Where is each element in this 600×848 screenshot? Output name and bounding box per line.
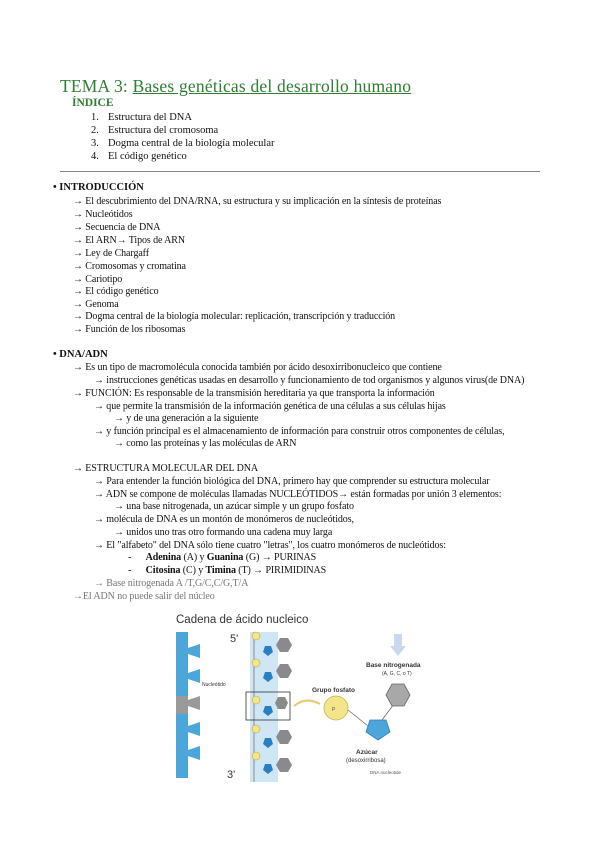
intro-item: → Nucleótidos: [73, 209, 133, 220]
intro-item: → Cariotipo: [73, 274, 123, 285]
title-prefix: TEMA 3:: [60, 76, 133, 96]
nucleotide-highlight: [176, 696, 188, 714]
nucleic-acid-diagram: [170, 608, 440, 793]
pirimidinas-line: - Citosina (C) y Timina (T) → PIRIMIDINAS: [128, 565, 327, 576]
three-prime-label: 3': [227, 769, 236, 781]
intro-item: → Cromosomas y cromatina: [73, 261, 186, 272]
intro-item: → Ley de Chargaff: [73, 248, 149, 259]
nucleotide-label: Nucleótido: [202, 682, 226, 688]
intro-heading: • INTRODUCCIÓN: [53, 182, 144, 193]
adn-line: → como las proteínas y las moléculas de ARN: [114, 438, 297, 449]
adn-line: → Para entender la función biológica del DNA, primero hay que comprender su estructura molecular: [94, 476, 490, 487]
base-tab: [188, 722, 200, 736]
intro-item: → Secuencia de DNA: [73, 222, 161, 233]
index-item: 3.: [91, 138, 99, 149]
divider: [60, 171, 540, 172]
index-item-text: Estructura del DNA: [108, 112, 192, 123]
adn-line: → y de una generación a la siguiente: [114, 413, 259, 424]
down-arrow-icon: [394, 634, 402, 646]
index-item: 4.: [91, 151, 99, 162]
index-item: 1.: [91, 112, 99, 123]
adn-line: → molécula de DNA es un montón de monómeros de nucleótidos,: [94, 514, 354, 525]
five-prime-label: 5': [230, 633, 239, 645]
base-tab: [188, 644, 200, 658]
base-shape: [276, 730, 292, 744]
base-tab: [188, 746, 200, 760]
phosphate-dot: [252, 752, 260, 760]
adn-line: → ESTRUCTURA MOLECULAR DEL DNA: [73, 463, 258, 474]
phosphate-dot: [252, 632, 260, 640]
svg-text:P: P: [332, 707, 336, 713]
bond-line: [348, 710, 368, 726]
adn-line: → unidos uno tras otro formando una cadena muy larga: [114, 527, 333, 538]
intro-item: → El descubrimiento del DNA/RNA, su estructura y su implicación en la síntesis de proteínas: [73, 196, 442, 207]
adn-line: → una base nitrogenada, un azúcar simple y un grupo fosfato: [114, 501, 354, 512]
base-tab: [188, 696, 200, 710]
nitrogen-base-ring: [386, 684, 410, 706]
down-arrow-head: [390, 646, 406, 656]
phosphate-group-circle: [324, 696, 348, 720]
adn-line: → FUNCIÓN: Es responsable de la transmisión hereditaria ya que transporta la información: [73, 388, 435, 399]
adn-line: → que permite la transmisión de la información genética de una células a sus células hijas: [94, 401, 446, 412]
adn-line: →El ADN no puede salir del núcleo: [73, 591, 215, 602]
index-item: 2.: [91, 125, 99, 136]
base-shape: [276, 638, 292, 652]
intro-item: → Función de los ribosomas: [73, 324, 186, 335]
phosphate-dot: [252, 659, 260, 667]
page-title: [60, 76, 411, 97]
sugar-ring: [366, 720, 390, 740]
base-shape: [276, 664, 292, 678]
index-item-text: El código genético: [108, 151, 187, 162]
adn-line: → El "alfabeto" del DNA sólo tiene cuatro "letras", los cuatro monómeros de nucleótidos:: [94, 540, 446, 551]
index-item-text: Estructura del cromosoma: [108, 125, 219, 136]
bond-line: [382, 704, 394, 720]
intro-item: → Dogma central de la biología molecular: replicación, transcripción y traducción: [73, 311, 396, 322]
figure-title: Cadena de ácido nucleico: [176, 614, 309, 626]
figure-footer: DNA nucleotide: [370, 770, 402, 775]
adn-line: → Es un tipo de macromolécula conocida también por ácido desoxirribonucleico que contiene: [73, 362, 442, 373]
base-shape: [276, 758, 292, 772]
purinas-line: - Adenina (A) y Guanina (G) → PURINAS: [128, 552, 317, 563]
arrow-icon: [294, 701, 320, 707]
phosphate-dot: [252, 696, 260, 704]
intro-item: → El ARN→ Tipos de ARN: [73, 235, 185, 246]
index-heading: ÍNDICE: [72, 97, 114, 109]
sugar-sublabel: (desoxirribosa): [346, 758, 386, 764]
title-main: Bases genéticas del desarrollo humano: [132, 76, 412, 96]
base-tab: [188, 669, 200, 683]
base-sublabel: (A, G, C, o T): [382, 671, 412, 677]
phosphate-dot: [252, 725, 260, 733]
phosphate-group-label: Grupo fosfato: [312, 687, 355, 694]
adn-line: → ADN se compone de moléculas llamadas NUCLEÓTIDOS→ están formadas por unión 3 elementos:: [94, 489, 502, 500]
adn-line: → instrucciones genéticas usadas en desarrollo y funcionamiento de tod organismos y algunos virus(de DNA): [94, 375, 525, 386]
index-item-text: Dogma central de la biología molecular: [108, 138, 275, 149]
sugar-label: Azúcar: [356, 749, 378, 756]
adn-heading: • DNA/ADN: [53, 349, 108, 360]
base-label: Base nitrogenada: [366, 662, 421, 669]
intro-item: → Genoma: [73, 299, 119, 310]
adn-line: → y función principal es el almacenamiento de información para construir otros componentes de células,: [94, 426, 505, 437]
intro-item: → El código genético: [73, 286, 159, 297]
nucleic-acid-figure: [170, 608, 440, 793]
adn-line: → Base nitrogenada A /T,G/C,C/G,T/A: [94, 578, 249, 589]
